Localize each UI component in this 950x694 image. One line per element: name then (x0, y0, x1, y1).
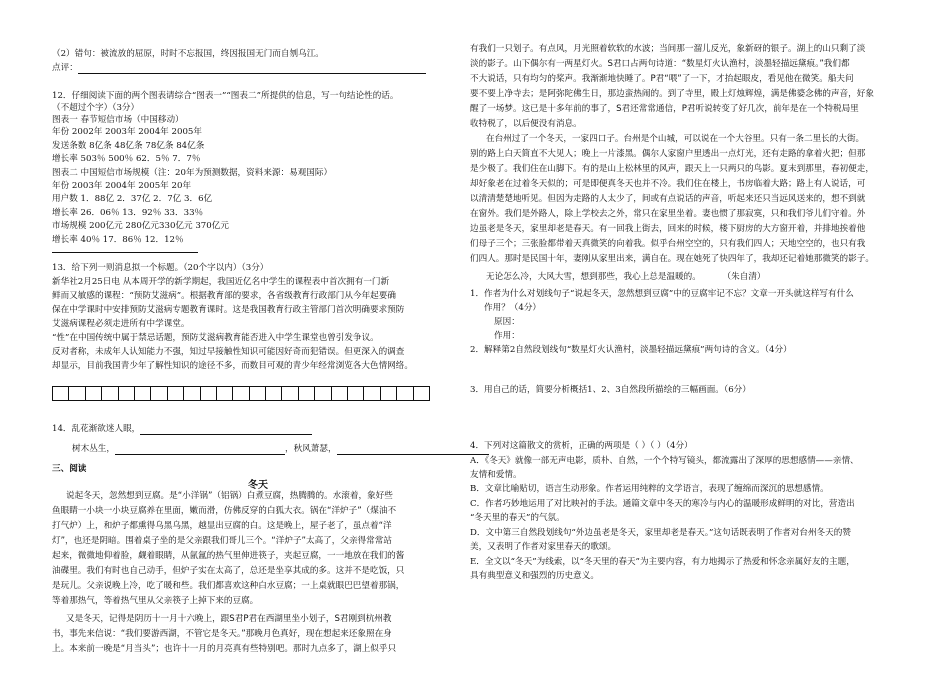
option-c-cont: “冬天里的春天”的气氛。 (470, 513, 565, 523)
essay-line-3: 打气炉）上，和炉子都熏得乌黑乌黑，越显出豆腐的白。这是晚上，屋子老了，虽点着“洋 (52, 521, 392, 531)
essay-line-23: 在窗外。我们是外路人，除上学校去之外，常只在家里坐着。妻也惯了那寂寞，只和我们爷儿们守着。外 (470, 209, 866, 219)
answer-line-12[interactable] (52, 252, 198, 253)
answer-blank-14c[interactable] (337, 444, 489, 455)
effect-label: 作用： (494, 331, 520, 341)
essay-title: 冬天 (248, 480, 268, 491)
news-line-7: 却显示，目前我国青少年了解性知识的途径不多，而数目可观的青少年经常浏览各大色情网络。 (52, 361, 413, 371)
question-12-limit: （不超过个字）（3分） (52, 103, 140, 113)
question-r3: 3．用自己的话，简要分析概括1、2、3自然段所描绘的三幅画面。（6分） (470, 385, 751, 395)
news-line-1: 新华社2月25日电 从本周开学的新学期起，我国近亿名中学生的课程表中首次拥有一门新 (52, 277, 390, 287)
question-14-text: 14．乱花渐欲迷人眼， (52, 424, 141, 434)
option-d-cont: 美，又表明了作者对家里春天的歌颂。 (470, 542, 617, 552)
essay-line-7: 是玩儿。父亲说晚上冷，吃了暖和些。我们都喜欢这种白水豆腐；一上桌就眼巴巴望着那锅， (52, 581, 405, 591)
essay-line-13: 淡的影子。山下偶尔有一两星灯火。S君口占两句诗道：“数星灯火认渔村，淡墨轻描远黛痕。”我们都 (470, 59, 850, 69)
option-c: C．作者巧妙地运用了对比映衬的手法。通篇文章中冬天的寒冷与内心的温暖形成鲜明的对比，营造出 (470, 499, 855, 509)
table1-row-growth: 增长率 503％ 500％ 62．5％ 7．7％ (52, 154, 201, 164)
essay-line-21: 却好象老在过着冬天似的；可是即便真冬天也并不冷。我们住在楼上，书房临着大路；路上有人说话，可 (470, 179, 866, 189)
option-e-cont: 具有典型意义和强烈的历史意义。 (470, 571, 599, 581)
essay-line-1: 说起冬天，忽然想到豆腐。是“小洋锅”（铝锅）白煮豆腐，热腾腾的。水滚着，象好些 (66, 491, 393, 501)
table1-title: 图表一 春节短信市场（中国移动） (52, 115, 184, 125)
essay-line-15: 要不要上净寺去；是阿弥陀佛生日，那边蛮热闹的。到了寺里，殿上灯烛辉煌，满是佛婆念佛的声音，好象 (470, 89, 874, 99)
news-line-3: 保在中学课时中安排预防艾滋病专题教育课时。这是我国教育行政主管部门首次明确要求预防 (52, 305, 405, 315)
essay-line-17: 收特税了，以后便没有消息。 (470, 119, 582, 129)
question-12: 12．仔细阅读下面的两个图表请综合“图表一”“图表二”所提供的信息，写一句结论性的话。 (52, 91, 399, 101)
question-r4: 4．下列对这篇散文的赏析，正确的两项是（ ）（ ）（4分） (470, 441, 693, 451)
table2-row-market: 市场规模 200亿元 280亿元330亿元 370亿元 (52, 221, 229, 231)
question-14 (52, 423, 312, 435)
news-line-6: 反对者称，未成年人认知能力不强，知过早接触性知识可能因好奇而犯错误。但更深入的调查 (52, 347, 405, 357)
essay-line-10: 书，事先来信说：“我们要游西湖，不管它是冬天。”那晚月色真好，现在想起来还象照在身 (52, 629, 392, 639)
essay-line-14: 不大说话，只有均匀的桨声。我渐渐地快睡了。P君“喂”了一下，才抬起眼皮，看见他在微笑。船夫问 (470, 74, 854, 84)
comment-line (52, 62, 426, 74)
essay-line-11: 上。本来前一晚是“月当头”；也许十一月的月亮真有些特别吧。那时九点多了，湖上似乎只 (52, 644, 397, 654)
table2-row-users: 用户数 1．88亿 2．37亿 2．7亿 3．6亿 (52, 194, 213, 204)
comment-label: 点评： (52, 63, 78, 73)
question-13: 13．给下列一则消息拟一个标题。（20个字以内）（3分） (52, 263, 269, 273)
essay-line-22: 以清清楚楚地听见。但因为走路的人太少了，间或有点说话的声音，听起来还只当远风送来的，想不到就 (470, 194, 866, 204)
essay-line-26: 们四人。那时是民国十年，妻刚从家里出来，满自在。现在她死了快四年了，我却还记着她那微笑的影子。 (470, 254, 874, 264)
essay-line-2: 鱼眼睛一小块一小块豆腐养在里面，嫩而滑，仿佛反穿的白狐大衣。锅在“洋炉子”（煤油不 (52, 506, 397, 516)
reason-label: 原因： (494, 317, 520, 327)
table1-row-year: 年份 2002年 2003年 2004年 2005年 (52, 127, 202, 137)
answer-blank-14a[interactable] (140, 424, 312, 435)
option-a-cont: 友情和爱情。 (470, 470, 522, 480)
answer-grid-13[interactable] (52, 386, 429, 401)
question-r1-score: 作用？（4分） (484, 303, 542, 313)
comment-blank[interactable] (78, 63, 426, 74)
essay-line-20: 是少极了。我们住在山脚下。有的是山上松林里的风声，跟天上一只两只的鸟影。夏末到那里，春初便走， (470, 164, 874, 174)
question-r2: 2．解释第2自然段划线句“数星灯火认渔村，淡墨轻描远黛痕”两句诗的含义。（4分） (470, 345, 792, 355)
section-3-heading: 三、阅读 (52, 464, 87, 474)
essay-author: （朱自清） (726, 272, 766, 282)
essay-line-5: 起来，微微地仰着脸，觑着眼睛，从氤氲的热气里伸进筷子，夹起豆腐，一一地放在我们的酱 (52, 551, 405, 561)
essay-line-12: 有我们一只划子。有点风，月光照着软软的水波；当间那一溜儿反光，象新砑的银子。湖上的山只剩了淡 (470, 44, 866, 54)
essay-line-6: 油碟里。我们有时也自己动手，但炉子实在太高了，总还是坐享其成的多。这并不是吃饭，只 (52, 566, 405, 576)
essay-line-18: 在台州过了一个冬天，一家四口子。台州是个山城，可以说在一个大谷里。只有一条二里长的大街。 (486, 134, 865, 144)
question-14-text-3: ，秋风萧瑟， (284, 444, 337, 454)
question-14-line-2 (72, 443, 489, 455)
table2-title: 图表二 中国短信市场规模（注：20年为预测数据，资料来源：易观国际） (52, 168, 333, 178)
option-d: D．文中第三自然段划线句“外边虽老是冬天，家里却老是春天。”这句话既表明了作者对台州冬天的赞 (470, 528, 851, 538)
answer-blank-14b[interactable] (115, 444, 285, 455)
news-line-5: “性”在中国传统中属于禁忌话题，预防艾滋病教育能否进入中学生课堂也曾引发争议。 (52, 333, 379, 343)
essay-line-4: 灯”，也还是阴暗。围着桌子坐的是父亲跟我们哥儿三个。“洋炉子”太高了，父亲得常常站 (52, 536, 392, 546)
question-r1: 1．作者为什么对划线句子“说起冬天，忽然想到豆腐”中的豆腐牢记不忘？文章一开头就这样写有什么 (470, 289, 854, 299)
news-line-4: 艾滋病课程必须走进所有中学课堂。 (52, 319, 190, 329)
news-line-2: 鲜而又敏感的课程：“预防艾滋病”。根据教育部的要求，各省级教育行政部门从今年起要确 (52, 291, 396, 301)
essay-line-24: 边虽老是冬天，家里却老是春天。有一回我上街去，回来的时候，楼下厨房的大方窗开着，并排地挨着他 (470, 224, 866, 234)
option-a: A．《冬天》就像一部无声电影，质朴、自然，一个个特写镜头，都流露出了深厚的思想感情——亲情、 (470, 456, 859, 466)
essay-line-9: 又是冬天，记得是阴历十一月十六晚上，跟S君P君在西湖里坐小划子，S君刚到杭州教 (66, 614, 392, 624)
table2-row-market-growth: 增长率 40％ 17．86％ 12．12％ (52, 235, 184, 245)
essay-line-25: 们母子三个；三张脸都带着天真微笑的向着我。似乎台州空空的，只有我们四人；天地空空的，也只有我 (470, 239, 866, 249)
table2-row-year: 年份 2003年 2004年 2005年 20年 (52, 181, 192, 191)
table1-row-count: 发送条数 8亿条 48亿条 78亿条 84亿条 (52, 141, 205, 151)
option-b: B．文章比喻贴切，语言生动形象。作者运用纯粹的文学语言，表现了缠绵而深沉的思想感情。 (470, 484, 829, 494)
essay-line-8: 等着那热气，等着热气里从父亲筷子上掉下来的豆腐。 (52, 596, 259, 606)
question-14-text-2: 树木丛生， (72, 444, 115, 454)
option-e: E．全文以“冬天”为线索，以“冬天里的春天”为主要内容，有力地揭示了热爱和怀念亲属好友的主题， (470, 557, 855, 567)
essay-closing: 无论怎么冷，大风大雪，想到那些，我心上总是温暖的。 (486, 272, 701, 282)
essay-line-16: 醒了一场梦。这已是十多年前的事了，S君还常常通信，P君听说转变了好几次，前年是在一个特税局里 (470, 104, 859, 114)
essay-line-27 (486, 271, 766, 283)
table2-row-growth: 增长率 26．06％ 13．92％ 33．33％ (52, 208, 204, 218)
essay-line-19: 别的路上白天简直不大见人；晚上一片漆黑。偶尔人家窗户里透出一点灯光，还有走路的拿着火把；但那 (470, 149, 866, 159)
wrong-sentence-2: （2）错句：被流放的屈原，时时不忘报国，终因报国无门而自刎乌江。 (52, 49, 324, 59)
